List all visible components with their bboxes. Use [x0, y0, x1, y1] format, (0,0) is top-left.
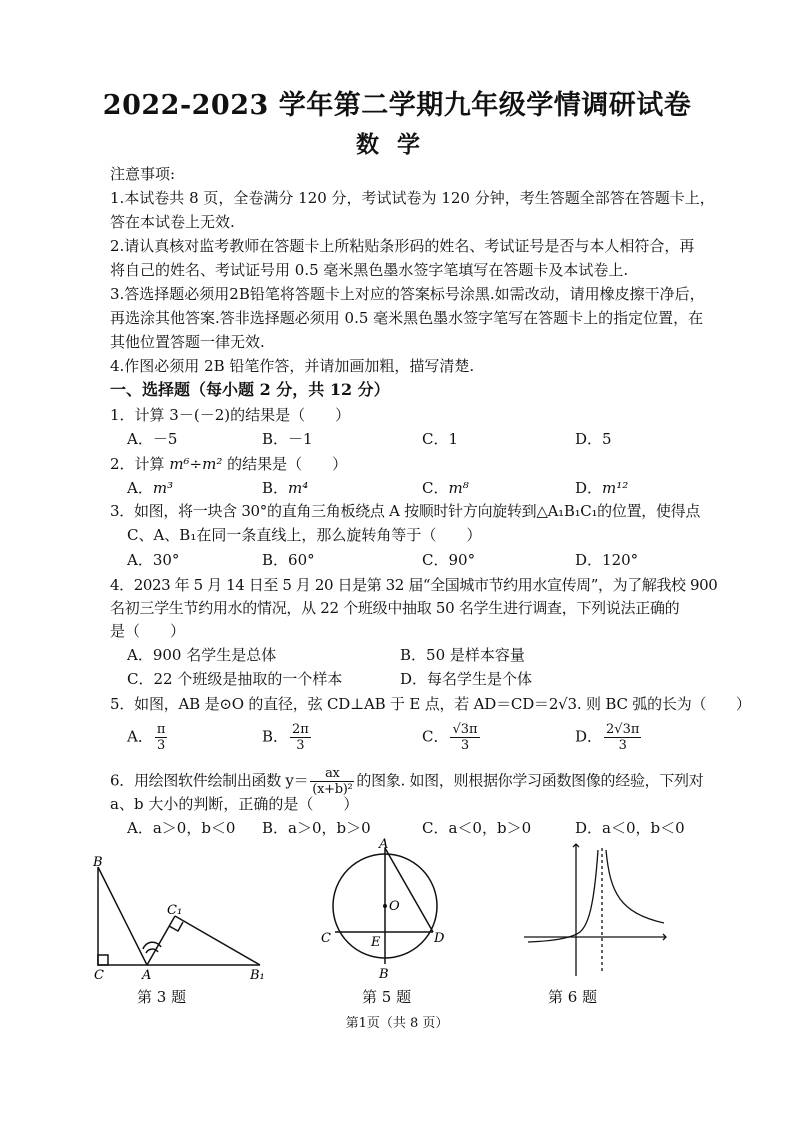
question-4-line1: 4．2023 年 5 月 14 日至 5 月 20 日是第 32 届“全国城市节约用水宣传周”，为了解我校 900: [110, 576, 718, 594]
label-d: D: [434, 931, 445, 946]
question-5-stem: 5．如图，AB 是⊙O 的直径，弦 CD⊥AB 于 E 点，若 AD＝CD＝2√3. 则 BC 弧的长为（ ）: [110, 695, 751, 713]
notes-heading: 注意事项:: [110, 165, 176, 183]
q1-option-b: B．－1: [262, 430, 313, 448]
q6-option-c: C．a＜0，b＞0: [422, 819, 532, 837]
triangle-abc: [98, 867, 147, 965]
label-c: C: [94, 968, 104, 982]
notes-line: 其他位置答题一律无效.: [110, 333, 265, 351]
line-ac1: [147, 916, 175, 965]
q2-option-b: B．m⁴: [262, 479, 309, 497]
exam-title: 2022-2023 学年第二学期九年级学情调研试卷: [102, 90, 692, 121]
q1-option-c: C．1: [422, 430, 459, 448]
label-b: B: [379, 967, 389, 982]
notes-line: 3.答选择题必须用2B铅笔将答题卡上对应的答案标号涂黑.如需改动，请用橡皮擦干净后，: [110, 285, 705, 303]
section-title: 一、选择题（每小题 2 分，共 12 分）: [110, 380, 390, 399]
page-number: 第1页（共 8 页）: [345, 1016, 449, 1031]
question-2-stem: 2．计算 m⁶÷m² 的结果是（ ）: [110, 455, 348, 473]
q5-option-a: A． $\frac{\pi}{3}$: [127, 722, 166, 753]
question-4-line3: 是（ ）: [110, 622, 186, 640]
curve-right-branch: [606, 850, 664, 923]
q6-option-d: D．a＜0，b＜0: [575, 819, 685, 837]
question-3-line2: C、A、B₁在同一条直线上，那么旋转角等于（ ）: [127, 526, 482, 544]
q3-option-b: B．60°: [262, 551, 315, 569]
figure-5-caption: 第 5 题: [362, 988, 412, 1006]
figure-3: [85, 852, 275, 982]
question-1-stem: 1．计算 3－(－2)的结果是（ ）: [110, 406, 351, 424]
q5-option-b: B． $\frac{2\pi}{3}$: [262, 722, 309, 753]
notes-line: 4.作图必须用 2B 铅笔作答，并请加画加粗，描写清楚.: [110, 357, 475, 375]
q5-option-c: C． $\frac{√3\pi}{3}$: [422, 722, 478, 753]
question-3-line1: 3．如图，将一块含 30°的直角三角板绕点 A 按顺时针方向旋转到△A₁B₁C₁的位置，使得点: [110, 502, 701, 520]
question-6-line2: a、b 大小的判断，正确的是（ ）: [110, 795, 359, 813]
question-6-stem: 6．用绘图软件绘制出函数 y＝ $\frac{ax}{\text{(x+b)²}}$ 的图象. 如图，则根据你学习函数图像的经验，下列对: [110, 766, 704, 797]
question-4-line2: 名初三学生节约用水的情况，从 22 个班级中抽取 50 名学生进行调查，下列说法正确的: [110, 599, 680, 617]
q5-option-d: D． $\frac{2√3\pi}{3}$: [575, 722, 640, 753]
q2-option-a: A．m³: [127, 479, 174, 497]
figure-6: [520, 838, 670, 980]
curve-left-branch: [528, 850, 598, 942]
q2-option-d: D．m¹²: [575, 479, 629, 497]
label-c1: C₁: [167, 903, 183, 918]
figure-3-caption: 第 3 题: [137, 988, 187, 1006]
label-e: E: [371, 935, 381, 950]
q2-option-c: C．m⁸: [422, 479, 469, 497]
q4-option-b: B．50 是样本容量: [400, 646, 525, 664]
label-o: O: [389, 899, 400, 914]
q4-option-d: D．每名学生是个体: [400, 670, 533, 688]
notes-line: 答在本试卷上无效.: [110, 213, 235, 231]
q4-option-a: A．900 名学生是总体: [127, 646, 277, 664]
subject-title: 数学: [356, 131, 438, 158]
q6-option-a: A．a＞0，b＜0: [127, 819, 236, 837]
q6-option-b: B．a＞0，b＞0: [262, 819, 371, 837]
figure-5: [315, 836, 455, 982]
notes-line: 2.请认真核对监考教师在答题卡上所粘贴条形码的姓名、考试证号是否与本人相符合，再: [110, 237, 695, 255]
right-angle-mark-c: [98, 955, 108, 965]
notes-line: 再选涂其他答案.答非选择题必须用 0.5 毫米黑色墨水签字笔写在答题卡上的指定位置，在: [110, 309, 704, 327]
label-a: A: [379, 837, 389, 852]
notes-line: 将自己的姓名、考试证号用 0.5 毫米黑色墨水签字笔填写在答题卡及本试卷上.: [110, 261, 629, 279]
q3-option-c: C．90°: [422, 551, 476, 569]
q4-option-c: C．22 个班级是抽取的一个样本: [127, 670, 343, 688]
label-c: C: [321, 931, 331, 946]
rotation-arc-inner: [146, 949, 158, 953]
notes-line: 1.本试卷共 8 页，全卷满分 120 分，考试试卷为 120 分钟，考生答题全部答在答题卡上，: [110, 189, 715, 207]
line-c1b1: [175, 916, 260, 965]
q1-option-a: A．－5: [127, 430, 178, 448]
label-a: A: [142, 968, 152, 982]
center-point: [383, 904, 387, 908]
q3-option-d: D．120°: [575, 551, 639, 569]
q1-option-d: D．5: [575, 430, 612, 448]
label-b1: B₁: [250, 968, 265, 982]
figure-6-caption: 第 6 题: [548, 988, 598, 1006]
q3-option-a: A．30°: [127, 551, 180, 569]
label-b: B: [93, 855, 103, 870]
